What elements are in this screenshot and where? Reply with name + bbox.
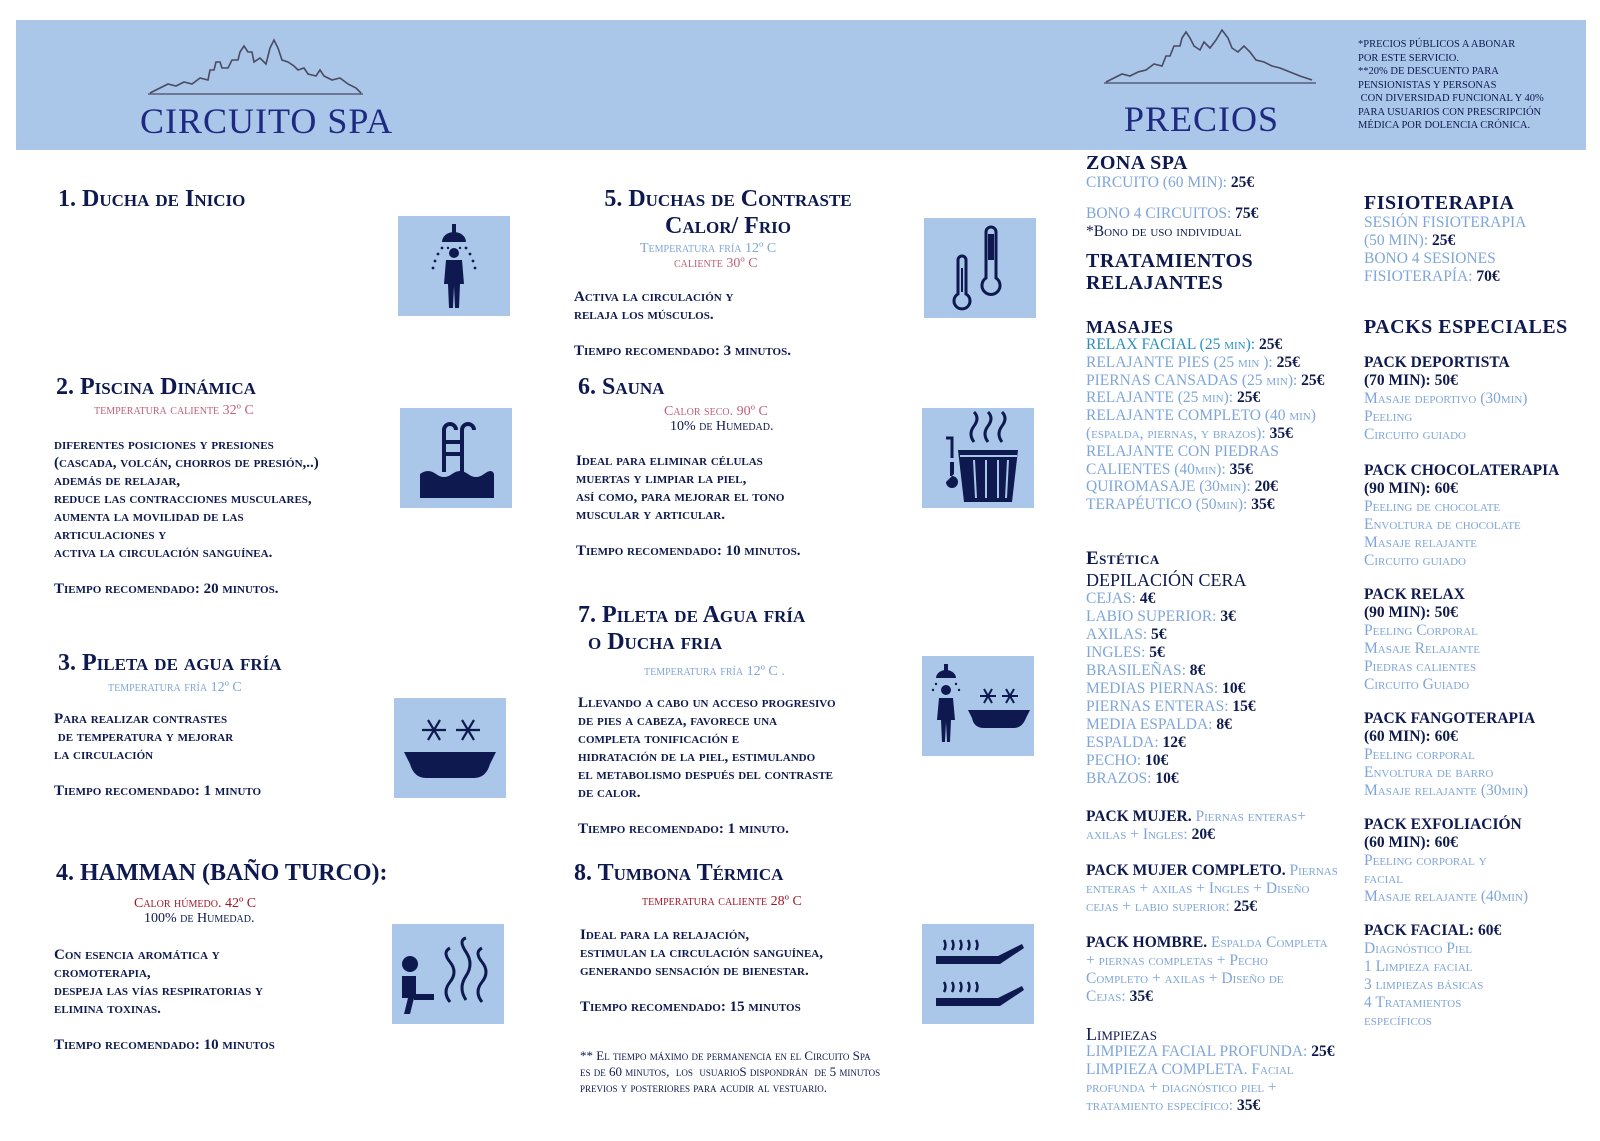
station-8-time: Tiempo recomendado: 15 minutos [580,999,801,1015]
station-2-icon-box [400,408,512,508]
station-4-time: Tiempo recomendado: 10 minutos [54,1037,275,1053]
pack-mujer-completo: PACK MUJER COMPLETO. Piernas enteras + axilas + Ingles + Diseño cejas + labio superior: 25€ [1086,862,1338,915]
price-item: RELAJANTE PIES (25 min ): 25€ [1086,353,1300,371]
circuito-spa-title: CIRCUITO SPA [140,101,394,141]
fisioterapia-list: SESIÓN FISIOTERAPIA (50 MIN): 25€ BONO 4 SESIONES FISIOTERAPÍA: 70€ [1364,214,1527,285]
price-item: ESPALDA: 12€ [1086,734,1186,751]
station-3-description: Para realizar contrastes de temperatura y mejorar la circulación Tiempo recomendado: 1 minuto [54,711,262,799]
station-3-time: Tiempo recomendado: 1 minuto [54,783,262,799]
limpiezas-heading: Limpiezas [1086,1024,1157,1044]
station-3-temp: temperatura fría 12º C [108,680,242,695]
station-8-temp: temperatura caliente 28º C [642,894,802,909]
pack-deportista: PACK DEPORTISTA (70 MIN): 50€ Masaje deportivo (30min) Peeling Circuito guiado [1364,354,1528,443]
station-7-title: 7. Pileta de Agua fría o Ducha fria [578,602,806,655]
station-4-humidity: 100% de Humedad. [144,911,255,926]
price-item: PIERNAS CANSADAS (25 min): 25€ [1086,371,1325,389]
cold-shower-icon [922,656,1034,756]
circuit-footnote: ** El tiempo máximo de permanencia en el Circuito Spa es de 60 minutos, los usuarioS dispondrán de 5 minutos previos y posteriores para acudir al vestuario. [580,1048,881,1095]
thermometers-icon [924,218,1036,318]
station-4-icon-box [392,924,504,1024]
price-item: QUIROMASAJE (30min): 20€ [1086,478,1278,496]
price-bono: BONO 4 CIRCUITOS: 75€ [1086,205,1259,222]
station-2-description: diferentes posiciones y presiones (cascada, volcán, chorros de presión,..) además de relajar, reduce las contracciones musculares, aumenta la movilidad de las articulaciones y activa la circulación sanguínea. Tiempo recomendado: 20 minutos. [54,437,319,597]
price-item: INGLES: 5€ [1086,644,1165,661]
price-item: (espalda, piernas, y brazos): 35€ [1086,425,1293,442]
station-7-icon-box [922,656,1034,756]
price-item: PIERNAS ENTERAS: 15€ [1086,698,1256,715]
pack-relax: PACK RELAX (90 MIN): 50€ Peeling Corporal Masaje Relajante Piedras calientes Circuito Guiado [1364,586,1480,693]
station-7-description: Llevando a cabo un acceso progresivo de pies a cabeza, favorece una completa tonificación e hidratación de la piel, estimulando el metabolismo después del contraste de calor. Tiempo recomendado: 1 minuto. [578,695,836,837]
price-item: MEDIA ESPALDA: 8€ [1086,716,1232,733]
price-item: BRASILEÑAS: 8€ [1086,662,1206,679]
station-3-title: 3. Pileta de agua fría [58,650,282,676]
station-1-icon-box [398,216,510,316]
pack-mujer: PACK MUJER. Piernas enteras+ axilas + Ingles: 20€ [1086,808,1306,843]
station-8-icon-box [922,924,1034,1024]
station-2-title: 2. Piscina Dinámica [56,374,256,400]
station-6-temp: Calor seco. 90º C [664,404,768,419]
cold-bath-icon [394,698,506,798]
sauna-bucket-icon [922,408,1034,508]
station-5-temp-hot: caliente 30º C [674,256,758,271]
steam-bath-icon [392,924,504,1024]
station-6-time: Tiempo recomendado: 10 minutos. [576,543,801,559]
station-4-description: Con esencia aromática y cromoterapia, despeja las vías respiratorias y elimina toxinas. Tiempo recomendado: 10 minutos [54,947,275,1053]
price-item: MEDIAS PIERNAS: 10€ [1086,680,1246,697]
price-item: AXILAS: 5€ [1086,626,1167,643]
station-8-title: 8. Tumbona Térmica [574,860,784,886]
price-notes: *PRECIOS PÚBLICOS A ABONAR POR ESTE SERVICIO. **20% DE DESCUENTO PARA PENSIONISTAS Y PERSONAS CON DIVERSIDAD FUNCIONAL Y 40% PARA USUARIOS CON PRESCRIPCIÓN MÉDICA POR DOLENCIA CRÓNICA. [1358,39,1544,131]
price-item: CALIENTES (40min): 35€ [1086,460,1253,478]
station-5-icon-box [924,218,1036,318]
price-item: TERAPÉUTICO (50min): 35€ [1086,496,1275,514]
station-5-title: 5. Duchas de Contraste Calor/ Frio [604,186,852,239]
pack-hombre: PACK HOMBRE. Espalda Completa + piernas completas + Pecho Completo + axilas + Diseño de Cejas: 35€ [1086,934,1328,1005]
station-4-title: 4. HAMMAN (BAÑO TURCO): [56,860,388,886]
station-5-description: Activa la circulación y relaja los músculos. Tiempo recomendado: 3 minutos. [574,289,791,359]
tratamientos-heading: TRATAMIENTOS RELAJANTES [1086,250,1254,294]
station-5-temp-cold: Temperatura fría 12º C [640,241,777,256]
station-6-icon-box [922,408,1034,508]
pack-chocolaterapia: PACK CHOCOLATERAPIA (90 MIN): 60€ Peeling de chocolate Envoltura de chocolate Masaje relajante Circuito guiado [1364,462,1560,569]
fisioterapia-heading: FISIOTERAPIA [1364,192,1515,214]
station-6-humidity: 10% de Humedad. [670,419,774,434]
station-7-temp: temperatura fría 12º C . [644,664,785,679]
pack-facial: PACK FACIAL: 60€ Diagnóstico Piel 1 Limpieza facial 3 limpiezas básicas 4 Tratamientos específicos [1364,922,1502,1029]
estetica-heading: Estética [1086,548,1160,569]
station-3-icon-box [394,698,506,798]
price-item: BRAZOS: 10€ [1086,770,1179,787]
pack-exfoliacion: PACK EXFOLIACIÓN (60 MIN): 60€ Peeling corporal y facial Masaje relajante (40min) [1364,816,1529,905]
price-item: RELAJANTE COMPLETO (40 min) [1086,407,1316,425]
station-7-time: Tiempo recomendado: 1 minuto. [578,821,789,837]
station-4-temp: Calor húmedo. 42º C [134,896,257,911]
city-skyline-right-icon [1104,26,1316,86]
price-item: RELAJANTE CON PIEDRAS [1086,442,1279,460]
station-6-description: Ideal para eliminar células muertas y limpiar la piel, así como, para mejorar el tono muscular y articular. Tiempo recomendado: 10 minutos. [576,453,801,559]
price-item: CEJAS: 4€ [1086,590,1156,607]
zona-spa-heading: ZONA SPA [1086,152,1188,174]
shower-person-icon [398,216,510,316]
pool-ladder-icon [400,408,512,508]
station-8-description: Ideal para la relajación, estimulan la circulación sanguínea, generando sensación de bienestar. Tiempo recomendado: 15 minutos [580,927,823,1015]
station-2-temp: temperatura caliente 32º C [94,403,254,418]
limpiezas-list: LIMPIEZA FACIAL PROFUNDA: 25€ LIMPIEZA COMPLETA. Facial profunda + diagnóstico piel + tratamiento específico: 35€ [1086,1043,1335,1114]
bono-note: *Bono de uso individual [1086,223,1242,240]
price-item: LABIO SUPERIOR: 3€ [1086,608,1236,625]
station-2-time: Tiempo recomendado: 20 minutos. [54,581,279,597]
city-skyline-left-icon [148,38,363,96]
precios-title: PRECIOS [1124,99,1280,139]
pack-fangoterapia: PACK FANGOTERAPIA (60 MIN): 60€ Peeling corporal Envoltura de barro Masaje relajante (30min) [1364,710,1536,799]
price-item: RELAX FACIAL (25 min): 25€ [1086,336,1283,353]
packs-especiales-heading: PACKS ESPECIALES [1364,316,1568,338]
station-6-title: 6. Sauna [578,374,665,400]
station-1-title: 1. Ducha de Inicio [58,186,246,212]
heated-lounger-icon [922,924,1034,1024]
price-item: PECHO: 10€ [1086,752,1169,769]
station-5-time: Tiempo recomendado: 3 minutos. [574,343,791,359]
price-item: RELAJANTE (25 min): 25€ [1086,389,1261,407]
depilacion-subheading: DEPILACIÓN CERA [1086,570,1247,590]
price-circuito: CIRCUITO (60 MIN): 25€ [1086,174,1255,191]
masajes-heading: MASAJES [1086,317,1174,337]
